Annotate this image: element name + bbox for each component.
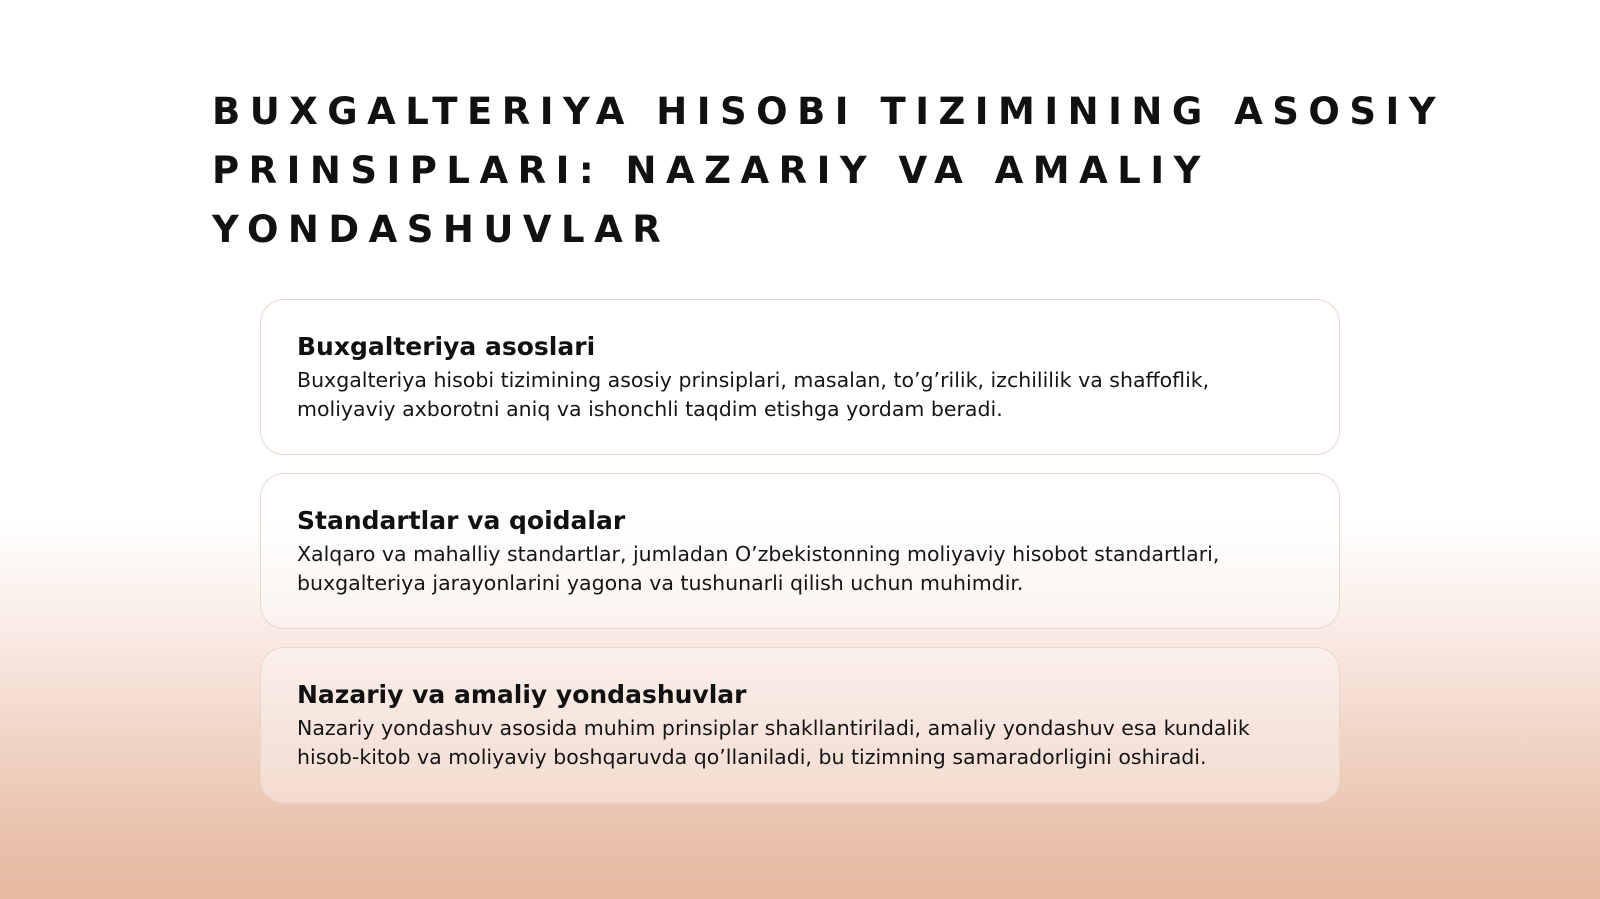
card-heading: Standartlar va qoidalar	[297, 506, 626, 535]
card-heading: Nazariy va amaliy yondashuvlar	[297, 680, 747, 709]
card-text: Buxgalteriya hisobi tizimining asosiy prinsiplari, masalan, to’g’rilik, izchililik va shaffoflik, moliyaviy axborotni aniq va ishonchli taqdim etishga yordam beradi.	[297, 368, 1210, 421]
card-nazariy-va-amaliy-yondashuvlar	[260, 647, 1340, 803]
card-heading: Buxgalteriya asoslari	[297, 332, 596, 361]
card-text: Xalqaro va mahalliy standartlar, jumladan O’zbekistonning moliyaviy hisobot standartlari, buxgalteriya jarayonlarini yagona va tushunarli qilish uchun muhimdir.	[297, 542, 1220, 595]
card-text: Nazariy yondashuv asosida muhim prinsiplar shakllantiriladi, amaliy yondashuv esa kundalik hisob-kitob va moliyaviy boshqaruvda qo’llaniladi, bu tizimning samaradorligini oshiradi.	[297, 716, 1250, 769]
card-standartlar-va-qoidalar	[260, 473, 1340, 629]
slide-title: BUXGALTERIYA HISOBI TIZIMINING ASOSIY PRINSIPLARI: NAZARIY VA AMALIY YONDASHUVLAR	[212, 90, 1446, 251]
card-list	[260, 299, 1340, 821]
card-buxgalteriya-asoslari	[260, 299, 1340, 455]
